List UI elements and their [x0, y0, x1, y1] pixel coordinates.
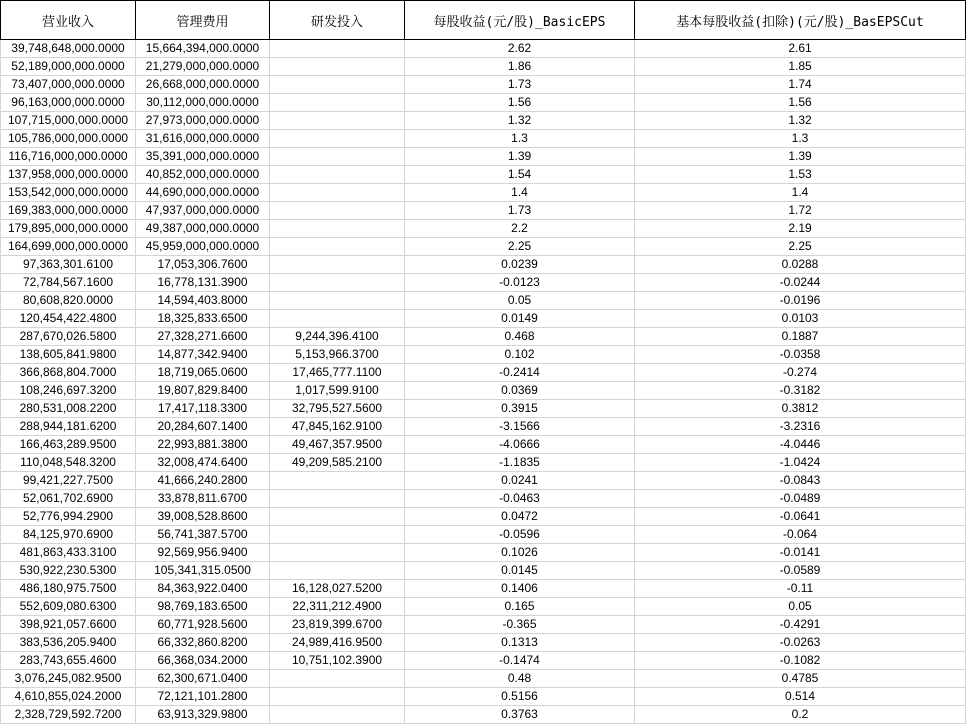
admin-expense-cell[interactable]: 41,666,240.2800: [136, 472, 270, 490]
rd-investment-cell[interactable]: 49,209,585.2100: [270, 454, 405, 472]
admin-expense-cell[interactable]: 14,877,342.9400: [136, 346, 270, 364]
basic-eps-cut-cell[interactable]: 2.25: [635, 238, 966, 256]
basic-eps-cell[interactable]: 0.05: [405, 292, 635, 310]
admin-expense-cell[interactable]: 17,417,118.3300: [136, 400, 270, 418]
rd-investment-cell[interactable]: 49,467,357.9500: [270, 436, 405, 454]
rd-investment-cell[interactable]: [270, 202, 405, 220]
rd-investment-cell[interactable]: [270, 706, 405, 724]
basic-eps-cell[interactable]: 0.0239: [405, 256, 635, 274]
revenue-cell[interactable]: 72,784,567.1600: [1, 274, 136, 292]
revenue-cell[interactable]: 179,895,000,000.0000: [1, 220, 136, 238]
basic-eps-cell[interactable]: 1.39: [405, 148, 635, 166]
table-row: [1, 346, 966, 364]
basic-eps-cell[interactable]: -0.0596: [405, 526, 635, 544]
admin-expense-cell[interactable]: 27,973,000,000.0000: [136, 112, 270, 130]
basic-eps-cell[interactable]: 0.468: [405, 328, 635, 346]
admin-expense-cell[interactable]: 56,741,387.5700: [136, 526, 270, 544]
header-admin-expense[interactable]: 管理费用: [136, 1, 270, 40]
admin-expense-cell[interactable]: 72,121,101.2800: [136, 688, 270, 706]
admin-expense-cell[interactable]: 31,616,000,000.0000: [136, 130, 270, 148]
rd-investment-cell[interactable]: [270, 94, 405, 112]
basic-eps-cell[interactable]: 0.0149: [405, 310, 635, 328]
table-row: [1, 382, 966, 400]
revenue-cell[interactable]: 288,944,181.6200: [1, 418, 136, 436]
basic-eps-cut-cell[interactable]: -0.0589: [635, 562, 966, 580]
basic-eps-cut-cell[interactable]: 1.85: [635, 58, 966, 76]
basic-eps-cell[interactable]: 0.0369: [405, 382, 635, 400]
admin-expense-cell[interactable]: 35,391,000,000.0000: [136, 148, 270, 166]
revenue-cell[interactable]: 116,716,000,000.0000: [1, 148, 136, 166]
admin-expense-cell[interactable]: 60,771,928.5600: [136, 616, 270, 634]
basic-eps-cut-cell[interactable]: -0.0843: [635, 472, 966, 490]
table-row: [1, 616, 966, 634]
revenue-cell[interactable]: 52,776,994.2900: [1, 508, 136, 526]
basic-eps-cell[interactable]: -0.365: [405, 616, 635, 634]
basic-eps-cell[interactable]: -0.0463: [405, 490, 635, 508]
basic-eps-cell[interactable]: 0.0472: [405, 508, 635, 526]
basic-eps-cell[interactable]: 1.56: [405, 94, 635, 112]
admin-expense-cell[interactable]: 18,325,833.6500: [136, 310, 270, 328]
rd-investment-cell[interactable]: [270, 76, 405, 94]
admin-expense-cell[interactable]: 40,852,000,000.0000: [136, 166, 270, 184]
basic-eps-cut-cell[interactable]: 1.74: [635, 76, 966, 94]
table-row: [1, 310, 966, 328]
table-row: [1, 544, 966, 562]
rd-investment-cell[interactable]: 24,989,416.9500: [270, 634, 405, 652]
rd-investment-cell[interactable]: 16,128,027.5200: [270, 580, 405, 598]
basic-eps-cut-cell[interactable]: -0.0196: [635, 292, 966, 310]
rd-investment-cell[interactable]: [270, 58, 405, 76]
rd-investment-cell[interactable]: [270, 544, 405, 562]
basic-eps-cell[interactable]: 1.73: [405, 202, 635, 220]
table-row: [1, 94, 966, 112]
admin-expense-cell[interactable]: 33,878,811.6700: [136, 490, 270, 508]
basic-eps-cut-cell[interactable]: -0.0263: [635, 634, 966, 652]
admin-expense-cell[interactable]: 45,959,000,000.0000: [136, 238, 270, 256]
admin-expense-cell[interactable]: 26,668,000,000.0000: [136, 76, 270, 94]
revenue-cell[interactable]: 52,189,000,000.0000: [1, 58, 136, 76]
admin-expense-cell[interactable]: 63,913,329.9800: [136, 706, 270, 724]
table-row: [1, 76, 966, 94]
table-row: [1, 112, 966, 130]
basic-eps-cut-cell[interactable]: 1.32: [635, 112, 966, 130]
table-row: [1, 472, 966, 490]
table-row: [1, 40, 966, 58]
basic-eps-cut-cell[interactable]: -0.0489: [635, 490, 966, 508]
basic-eps-cell[interactable]: -0.1474: [405, 652, 635, 670]
table-row: [1, 706, 966, 724]
admin-expense-cell[interactable]: 27,328,271.6600: [136, 328, 270, 346]
table-header: [1, 1, 966, 40]
basic-eps-cell[interactable]: 1.3: [405, 130, 635, 148]
table-row: [1, 580, 966, 598]
table-row: [1, 454, 966, 472]
admin-expense-cell[interactable]: 21,279,000,000.0000: [136, 58, 270, 76]
basic-eps-cell[interactable]: 2.25: [405, 238, 635, 256]
admin-expense-cell[interactable]: 98,769,183.6500: [136, 598, 270, 616]
table-row: [1, 166, 966, 184]
basic-eps-cut-cell[interactable]: 0.0288: [635, 256, 966, 274]
table-row: [1, 130, 966, 148]
revenue-cell[interactable]: 80,608,820.0000: [1, 292, 136, 310]
admin-expense-cell[interactable]: 92,569,956.9400: [136, 544, 270, 562]
basic-eps-cell[interactable]: 1.73: [405, 76, 635, 94]
revenue-cell[interactable]: 153,542,000,000.0000: [1, 184, 136, 202]
header-row: [1, 1, 966, 40]
basic-eps-cut-cell[interactable]: 0.0103: [635, 310, 966, 328]
admin-expense-cell[interactable]: 17,053,306.7600: [136, 256, 270, 274]
table-row: [1, 274, 966, 292]
admin-expense-cell[interactable]: 14,594,403.8000: [136, 292, 270, 310]
basic-eps-cell[interactable]: 1.32: [405, 112, 635, 130]
revenue-cell[interactable]: 164,699,000,000.0000: [1, 238, 136, 256]
basic-eps-cell[interactable]: -0.0123: [405, 274, 635, 292]
rd-investment-cell[interactable]: [270, 238, 405, 256]
table-row: [1, 598, 966, 616]
revenue-cell[interactable]: 169,383,000,000.0000: [1, 202, 136, 220]
basic-eps-cut-cell[interactable]: -0.0141: [635, 544, 966, 562]
basic-eps-cell[interactable]: 1.4: [405, 184, 635, 202]
header-basic-eps-cut[interactable]: 基本每股收益(扣除)(元/股)_BasEPSCut: [635, 1, 966, 40]
rd-investment-cell[interactable]: [270, 472, 405, 490]
table-row: [1, 184, 966, 202]
basic-eps-cut-cell[interactable]: 0.1887: [635, 328, 966, 346]
basic-eps-cut-cell[interactable]: -0.0244: [635, 274, 966, 292]
revenue-cell[interactable]: 383,536,205.9400: [1, 634, 136, 652]
rd-investment-cell[interactable]: [270, 130, 405, 148]
table-row: [1, 652, 966, 670]
table-row: [1, 328, 966, 346]
basic-eps-cut-cell[interactable]: -0.0641: [635, 508, 966, 526]
admin-expense-cell[interactable]: 47,937,000,000.0000: [136, 202, 270, 220]
basic-eps-cut-cell[interactable]: -3.2316: [635, 418, 966, 436]
revenue-cell[interactable]: 39,748,648,000.0000: [1, 40, 136, 58]
basic-eps-cut-cell[interactable]: -1.0424: [635, 454, 966, 472]
rd-investment-cell[interactable]: [270, 310, 405, 328]
rd-investment-cell[interactable]: 10,751,102.3900: [270, 652, 405, 670]
revenue-cell[interactable]: 366,868,804.7000: [1, 364, 136, 382]
rd-investment-cell[interactable]: [270, 274, 405, 292]
revenue-cell[interactable]: 138,605,841.9800: [1, 346, 136, 364]
rd-investment-cell[interactable]: [270, 184, 405, 202]
basic-eps-cell[interactable]: -4.0666: [405, 436, 635, 454]
revenue-cell[interactable]: 166,463,289.9500: [1, 436, 136, 454]
admin-expense-cell[interactable]: 44,690,000,000.0000: [136, 184, 270, 202]
table-row: [1, 220, 966, 238]
rd-investment-cell[interactable]: 32,795,527.5600: [270, 400, 405, 418]
basic-eps-cut-cell[interactable]: 0.2: [635, 706, 966, 724]
admin-expense-cell[interactable]: 84,363,922.0400: [136, 580, 270, 598]
basic-eps-cut-cell[interactable]: 1.4: [635, 184, 966, 202]
revenue-cell[interactable]: 280,531,008.2200: [1, 400, 136, 418]
rd-investment-cell[interactable]: 9,244,396.4100: [270, 328, 405, 346]
table-row: [1, 670, 966, 688]
table-row: [1, 688, 966, 706]
rd-investment-cell[interactable]: [270, 508, 405, 526]
revenue-cell[interactable]: 96,163,000,000.0000: [1, 94, 136, 112]
rd-investment-cell[interactable]: [270, 490, 405, 508]
basic-eps-cut-cell[interactable]: 0.514: [635, 688, 966, 706]
revenue-cell[interactable]: 486,180,975.7500: [1, 580, 136, 598]
rd-investment-cell[interactable]: 17,465,777.1100: [270, 364, 405, 382]
table-row: [1, 202, 966, 220]
basic-eps-cell[interactable]: 0.165: [405, 598, 635, 616]
rd-investment-cell[interactable]: [270, 40, 405, 58]
revenue-cell[interactable]: 110,048,548.3200: [1, 454, 136, 472]
revenue-cell[interactable]: 97,363,301.6100: [1, 256, 136, 274]
admin-expense-cell[interactable]: 66,368,034.2000: [136, 652, 270, 670]
table-row: [1, 148, 966, 166]
basic-eps-cell[interactable]: 0.5156: [405, 688, 635, 706]
basic-eps-cut-cell[interactable]: 1.3: [635, 130, 966, 148]
basic-eps-cell[interactable]: 1.54: [405, 166, 635, 184]
basic-eps-cell[interactable]: 0.1406: [405, 580, 635, 598]
header-basic-eps[interactable]: 每股收益(元/股)_BasicEPS: [405, 1, 635, 40]
basic-eps-cell[interactable]: 0.102: [405, 346, 635, 364]
rd-investment-cell[interactable]: 23,819,399.6700: [270, 616, 405, 634]
revenue-cell[interactable]: 481,863,433.3100: [1, 544, 136, 562]
admin-expense-cell[interactable]: 62,300,671.0400: [136, 670, 270, 688]
rd-investment-cell[interactable]: 47,845,162.9100: [270, 418, 405, 436]
rd-investment-cell[interactable]: [270, 526, 405, 544]
revenue-cell[interactable]: 2,328,729,592.7200: [1, 706, 136, 724]
table-row: [1, 418, 966, 436]
table-row: [1, 490, 966, 508]
revenue-cell[interactable]: 283,743,655.4600: [1, 652, 136, 670]
rd-investment-cell[interactable]: [270, 148, 405, 166]
rd-investment-cell[interactable]: [270, 670, 405, 688]
rd-investment-cell[interactable]: [270, 112, 405, 130]
basic-eps-cell[interactable]: 0.3763: [405, 706, 635, 724]
basic-eps-cell[interactable]: 0.3915: [405, 400, 635, 418]
basic-eps-cut-cell[interactable]: 1.53: [635, 166, 966, 184]
table-row: [1, 238, 966, 256]
rd-investment-cell[interactable]: [270, 220, 405, 238]
basic-eps-cut-cell[interactable]: -0.274: [635, 364, 966, 382]
rd-investment-cell[interactable]: 5,153,966.3700: [270, 346, 405, 364]
rd-investment-cell[interactable]: [270, 292, 405, 310]
basic-eps-cut-cell[interactable]: 0.3812: [635, 400, 966, 418]
basic-eps-cut-cell[interactable]: 0.4785: [635, 670, 966, 688]
table-row: [1, 526, 966, 544]
table-row: [1, 634, 966, 652]
revenue-cell[interactable]: 287,670,026.5800: [1, 328, 136, 346]
table-row: [1, 292, 966, 310]
basic-eps-cell[interactable]: 2.2: [405, 220, 635, 238]
admin-expense-cell[interactable]: 49,387,000,000.0000: [136, 220, 270, 238]
admin-expense-cell[interactable]: 32,008,474.6400: [136, 454, 270, 472]
revenue-cell[interactable]: 137,958,000,000.0000: [1, 166, 136, 184]
basic-eps-cell[interactable]: 0.0241: [405, 472, 635, 490]
basic-eps-cut-cell[interactable]: -0.11: [635, 580, 966, 598]
basic-eps-cell[interactable]: 0.0145: [405, 562, 635, 580]
admin-expense-cell[interactable]: 20,284,607.1400: [136, 418, 270, 436]
revenue-cell[interactable]: 3,076,245,082.9500: [1, 670, 136, 688]
basic-eps-cut-cell[interactable]: 1.39: [635, 148, 966, 166]
revenue-cell[interactable]: 107,715,000,000.0000: [1, 112, 136, 130]
admin-expense-cell[interactable]: 18,719,065.0600: [136, 364, 270, 382]
revenue-cell[interactable]: 52,061,702.6900: [1, 490, 136, 508]
rd-investment-cell[interactable]: 22,311,212.4900: [270, 598, 405, 616]
basic-eps-cell[interactable]: -3.1566: [405, 418, 635, 436]
table-body: [1, 40, 966, 724]
basic-eps-cut-cell[interactable]: -0.064: [635, 526, 966, 544]
revenue-cell[interactable]: 552,609,080.6300: [1, 598, 136, 616]
admin-expense-cell[interactable]: 19,807,829.8400: [136, 382, 270, 400]
admin-expense-cell[interactable]: 30,112,000,000.0000: [136, 94, 270, 112]
revenue-cell[interactable]: 108,246,697.3200: [1, 382, 136, 400]
basic-eps-cut-cell[interactable]: -0.4291: [635, 616, 966, 634]
basic-eps-cut-cell[interactable]: 1.72: [635, 202, 966, 220]
basic-eps-cell[interactable]: 0.1026: [405, 544, 635, 562]
header-revenue[interactable]: 营业收入: [1, 1, 136, 40]
admin-expense-cell[interactable]: 105,341,315.0500: [136, 562, 270, 580]
basic-eps-cut-cell[interactable]: 0.05: [635, 598, 966, 616]
basic-eps-cut-cell[interactable]: 1.56: [635, 94, 966, 112]
table-row: [1, 436, 966, 454]
admin-expense-cell[interactable]: 15,664,394,000.0000: [136, 40, 270, 58]
rd-investment-cell[interactable]: [270, 562, 405, 580]
table-row: [1, 562, 966, 580]
table-row: [1, 256, 966, 274]
admin-expense-cell[interactable]: 39,008,528.8600: [136, 508, 270, 526]
header-rd-investment[interactable]: 研发投入: [270, 1, 405, 40]
rd-investment-cell[interactable]: [270, 256, 405, 274]
basic-eps-cut-cell[interactable]: 2.19: [635, 220, 966, 238]
rd-investment-cell[interactable]: 1,017,599.9100: [270, 382, 405, 400]
table-row: [1, 400, 966, 418]
revenue-cell[interactable]: 4,610,855,024.2000: [1, 688, 136, 706]
rd-investment-cell[interactable]: [270, 166, 405, 184]
basic-eps-cell[interactable]: 0.1313: [405, 634, 635, 652]
basic-eps-cut-cell[interactable]: -0.1082: [635, 652, 966, 670]
revenue-cell[interactable]: 73,407,000,000.0000: [1, 76, 136, 94]
admin-expense-cell[interactable]: 22,993,881.3800: [136, 436, 270, 454]
basic-eps-cut-cell[interactable]: -0.0358: [635, 346, 966, 364]
basic-eps-cell[interactable]: -0.2414: [405, 364, 635, 382]
basic-eps-cut-cell[interactable]: 2.61: [635, 40, 966, 58]
revenue-cell[interactable]: 99,421,227.7500: [1, 472, 136, 490]
basic-eps-cell[interactable]: 0.48: [405, 670, 635, 688]
admin-expense-cell[interactable]: 16,778,131.3900: [136, 274, 270, 292]
revenue-cell[interactable]: 120,454,422.4800: [1, 310, 136, 328]
table-row: [1, 364, 966, 382]
table-row: [1, 508, 966, 526]
revenue-cell[interactable]: 530,922,230.5300: [1, 562, 136, 580]
basic-eps-cell[interactable]: -1.1835: [405, 454, 635, 472]
basic-eps-cell[interactable]: 1.86: [405, 58, 635, 76]
revenue-cell[interactable]: 105,786,000,000.0000: [1, 130, 136, 148]
revenue-cell[interactable]: 398,921,057.6600: [1, 616, 136, 634]
revenue-cell[interactable]: 84,125,970.6900: [1, 526, 136, 544]
admin-expense-cell[interactable]: 66,332,860.8200: [136, 634, 270, 652]
basic-eps-cut-cell[interactable]: -0.3182: [635, 382, 966, 400]
basic-eps-cut-cell[interactable]: -4.0446: [635, 436, 966, 454]
basic-eps-cell[interactable]: 2.62: [405, 40, 635, 58]
table-row: [1, 58, 966, 76]
rd-investment-cell[interactable]: [270, 688, 405, 706]
